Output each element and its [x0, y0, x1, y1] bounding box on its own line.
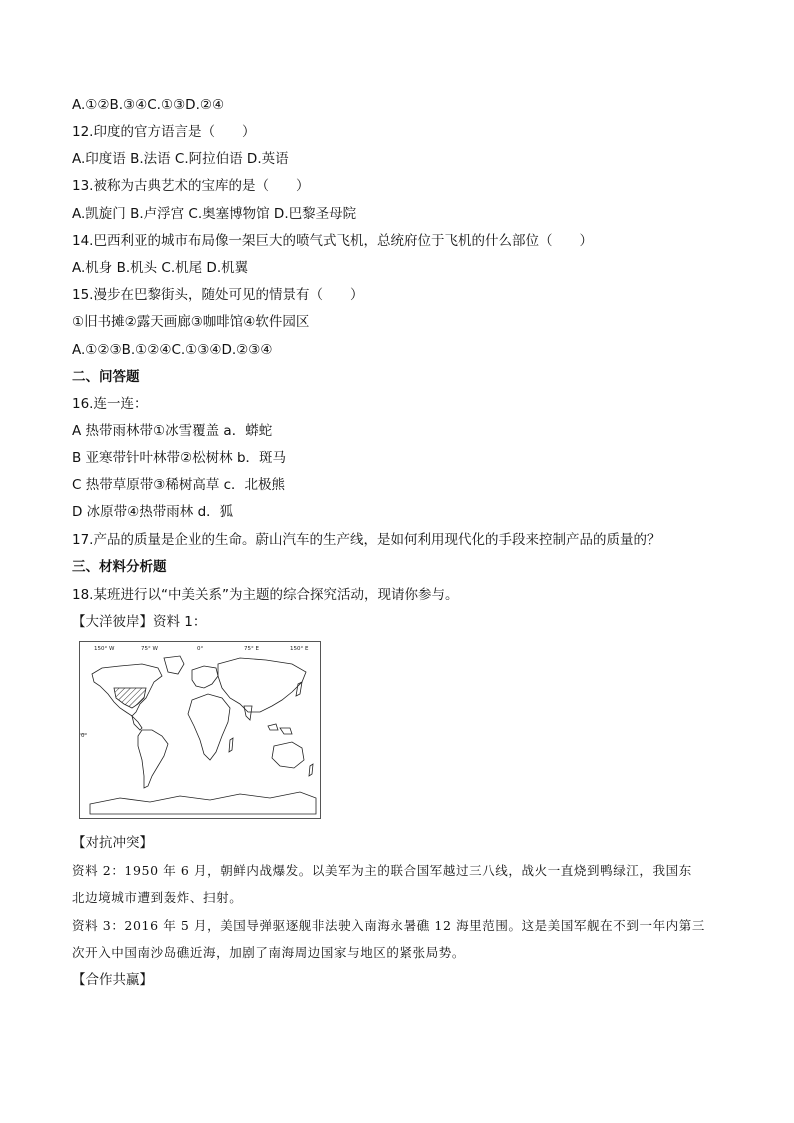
- q13-options: A.凯旋门 B.卢浮宫 C.奥塞博物馆 D.巴黎圣母院: [72, 206, 357, 222]
- q13-question: 13.被称为古典艺术的宝库的是（ ）: [72, 178, 310, 194]
- q17-question: 17.产品的质量是企业的生命。蔚山汽车的生产线，是如何利用现代化的手段来控制产品的质量的？: [72, 532, 661, 548]
- q14-options: A.机身 B.机头 C.机尾 D.机翼: [72, 260, 249, 276]
- q12-question: 12.印度的官方语言是（ ）: [72, 124, 256, 140]
- lon-label-150w: 150° W: [94, 646, 115, 652]
- section3-heading: 三、材料分析题: [72, 559, 167, 575]
- material2-line1: 资料 2：1950 年 6 月，朝鲜内战爆发。以美军为主的联合国军越过三八线，战火一直烧到鸭绿江，我国东: [72, 863, 692, 878]
- world-map: [80, 642, 320, 818]
- lon-label-75e: 75° E: [244, 646, 259, 652]
- q16-row-b: B 亚寒带针叶林带②松树林 b．斑马: [72, 450, 287, 466]
- q11-options: A.①②B.③④C.①③D.②④: [72, 97, 225, 113]
- q16-row-a: A 热带雨林带①冰雪覆盖 a．蟒蛇: [72, 423, 273, 439]
- q16-row-d: D 冰原带④热带雨林 d．狐: [72, 504, 234, 520]
- q12-options: A.印度语 B.法语 C.阿拉伯语 D.英语: [72, 151, 289, 167]
- lon-label-150e: 150° E: [290, 646, 309, 652]
- material3-line1: 资料 3：2016 年 5 月，美国导弹驱逐舰非法驶入南海永暑礁 12 海里范围。这是美国军舰在不到一年内第三: [72, 918, 705, 933]
- q18-question: 18.某班进行以“中美关系”为主题的综合探究活动，现请你参与。: [72, 587, 459, 603]
- q15-options: A.①②③B.①②④C.①③④D.②③④: [72, 342, 273, 358]
- material-cooperation-label: 【合作共赢】: [72, 972, 153, 988]
- q16-row-c: C 热带草原带③稀树高草 c．北极熊: [72, 477, 286, 493]
- continent-outlines: [90, 656, 316, 814]
- lon-label-75w: 75° W: [141, 646, 158, 652]
- usa-hatched-region: [114, 688, 146, 708]
- material2-line2: 北边境城市遭到轰炸、扫射。: [72, 890, 243, 905]
- material3-line2: 次开入中国南沙岛礁近海，加剧了南海周边国家与地区的紧张局势。: [72, 945, 466, 960]
- section2-heading: 二、问答题: [72, 369, 140, 385]
- material-confrontation-label: 【对抗冲突】: [72, 835, 153, 851]
- lon-label-0: 0°: [197, 646, 204, 652]
- world-map-figure: [79, 641, 321, 819]
- q14-question: 14.巴西利亚的城市布局像一架巨大的喷气式飞机，总统府位于飞机的什么部位（ ）: [72, 233, 593, 249]
- lat-label-equator: 0°: [81, 733, 88, 739]
- q16-title: 16.连一连：: [72, 396, 148, 412]
- q15-items: ①旧书摊②露天画廊③咖啡馆④软件园区: [72, 314, 310, 330]
- q15-question: 15.漫步在巴黎街头，随处可见的情景有（ ）: [72, 287, 364, 303]
- material1-label: 【大洋彼岸】资料 1：: [72, 614, 207, 630]
